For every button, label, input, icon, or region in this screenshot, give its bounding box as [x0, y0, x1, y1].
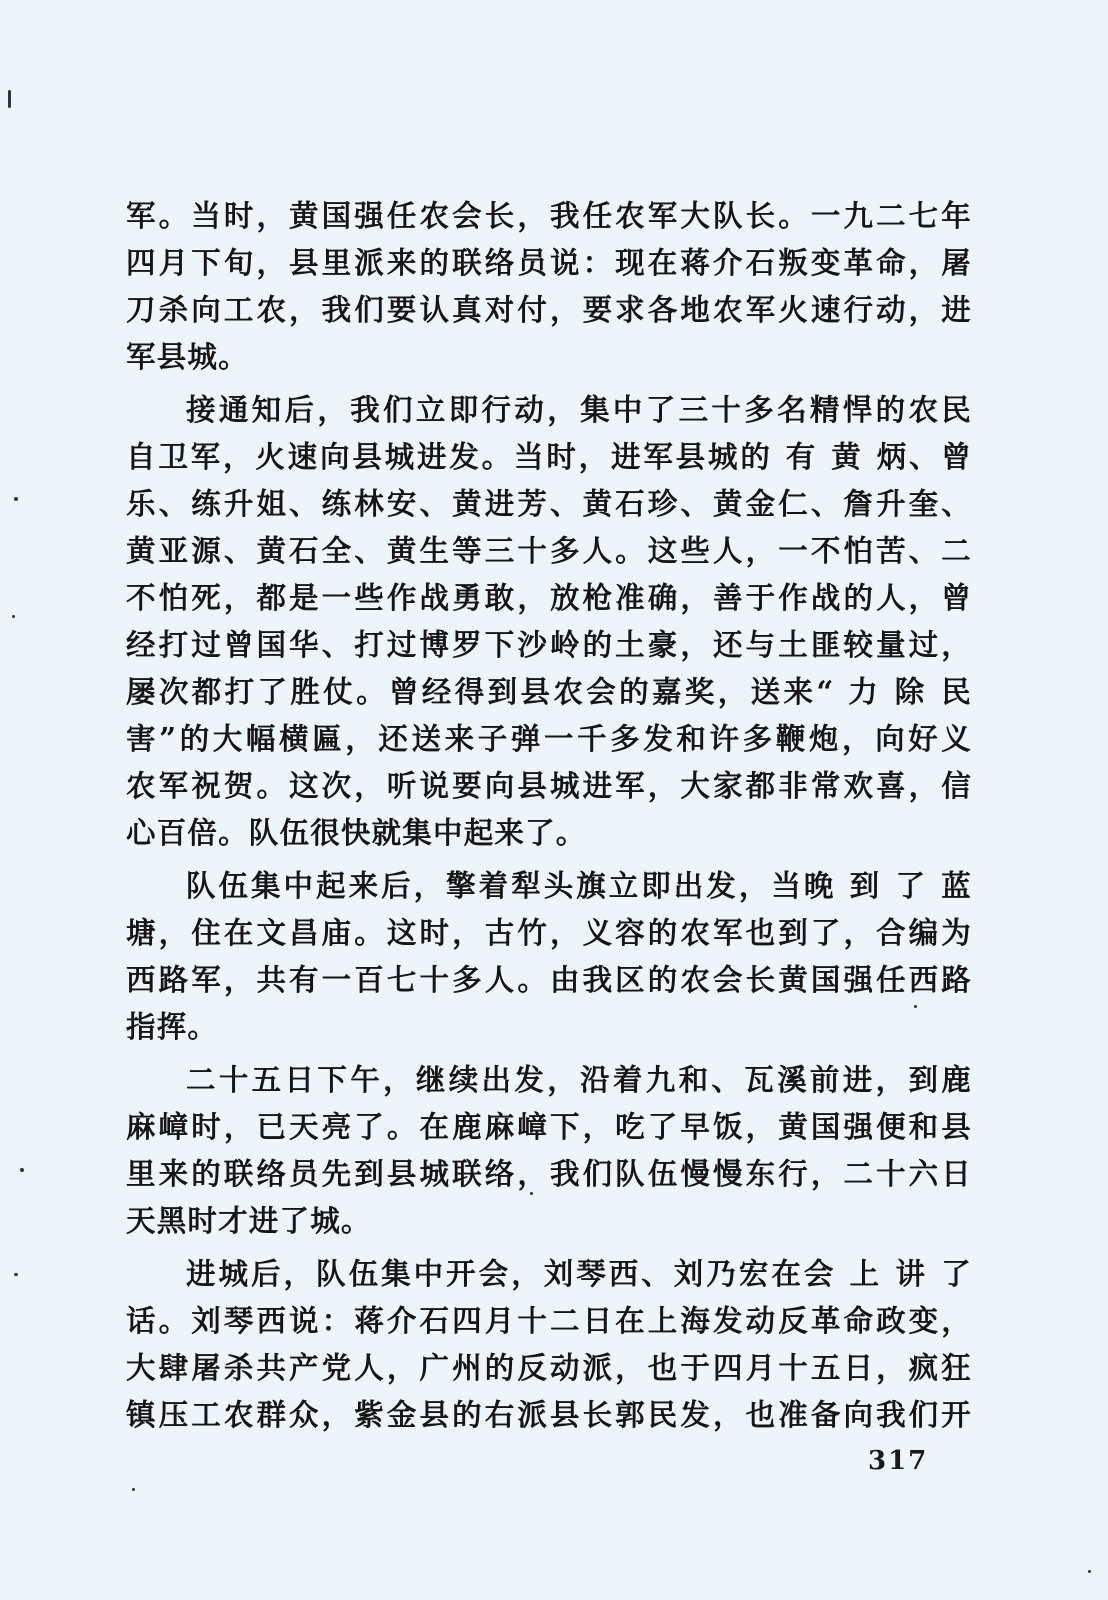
text-line: 农军祝贺。这次，听说要向县城进军，大家都非常欢喜，信	[126, 768, 972, 803]
text-line: 军县城。	[126, 339, 249, 374]
text-line: 不怕死，都是一些作战勇敢，放枪准确，善于作战的人，曾	[126, 580, 972, 615]
text-line: 心百倍。队伍很快就集中起来了。	[126, 815, 587, 850]
scan-speck	[14, 497, 18, 501]
text-line: 军。当时，黄国强任农会长，我任农军大队长。一九二七年	[126, 198, 972, 233]
text-line: 塘，住在文昌庙。这时，古竹，义容的农军也到了，合编为	[126, 915, 972, 950]
paragraph	[126, 1250, 972, 1438]
text-line: 屡次都打了胜仗。曾经得到县农会的嘉奖，送来“ 力 除 民	[126, 674, 972, 709]
text-line: 四月下旬，县里派来的联络员说：现在蒋介石叛变革命，屠	[126, 245, 972, 280]
paragraph	[126, 862, 972, 1050]
text-line: 镇压工农群众，紫金县的右派县长郭民发，也准备向我们开	[126, 1397, 972, 1432]
paragraph	[126, 192, 972, 380]
text-line: 大肆屠杀共产党人，广州的反动派，也于四月十五日，疯狂	[126, 1350, 972, 1385]
text-line: 自卫军，火速向县城进发。当时，进军县城的 有 黄 炳、曾	[126, 439, 972, 474]
scan-speck	[12, 615, 15, 618]
scan-speck	[20, 1168, 24, 1172]
scan-speck	[914, 1005, 917, 1008]
text-line: 西路军，共有一百七十多人。由我区的农会长黄国强任西路	[126, 962, 972, 997]
text-line: 里来的联络员先到县城联络，我们队伍慢慢东行，二十六日	[126, 1156, 972, 1191]
text-line: 队伍集中起来后，擎着犁头旗立即出发，当晚 到 了 蓝	[186, 868, 972, 903]
text-line: 黄亚源、黄石全、黄生等三十多人。这些人，一不怕苦、二	[126, 533, 972, 568]
text-line: 指挥。	[126, 1009, 219, 1044]
text-line: 害”的大幅横匾，还送来子弹一千多发和许多鞭炮，向好义	[126, 721, 972, 756]
text-line: 接通知后，我们立即行动，集中了三十多名精悍的农民	[186, 392, 972, 427]
text-line: 天黑时才进了城。	[126, 1203, 372, 1238]
page-number: 317	[868, 1446, 929, 1476]
scan-speck	[132, 1488, 135, 1491]
text-line: 二十五日下午，继续出发，沿着九和、瓦溪前进，到鹿	[186, 1062, 972, 1097]
text-line: 经打过曾国华、打过博罗下沙岭的土豪，还与土匪较量过，	[126, 627, 972, 662]
text-line: 麻嶂时，已天亮了。在鹿麻嶂下，吃了早饭，黄国强便和县	[126, 1109, 972, 1144]
text-line: 进城后，队伍集中开会，刘琴西、刘乃宏在会 上 讲 了	[186, 1256, 972, 1291]
scan-speck	[530, 1192, 533, 1195]
paragraph	[126, 1056, 972, 1244]
paragraph	[126, 386, 972, 856]
text-line: 刀杀向工农，我们要认真对付，要求各地农军火速行动，进	[126, 292, 972, 327]
scan-speck	[8, 90, 11, 108]
scan-speck	[1088, 1570, 1091, 1573]
text-line: 话。刘琴西说：蒋介石四月十二日在上海发动反革命政变，	[126, 1303, 972, 1338]
scan-speck	[14, 1273, 18, 1276]
body-text	[126, 192, 972, 1438]
text-line: 乐、练升姐、练林安、黄进芳、黄石珍、黄金仁、詹升奎、	[126, 486, 972, 521]
